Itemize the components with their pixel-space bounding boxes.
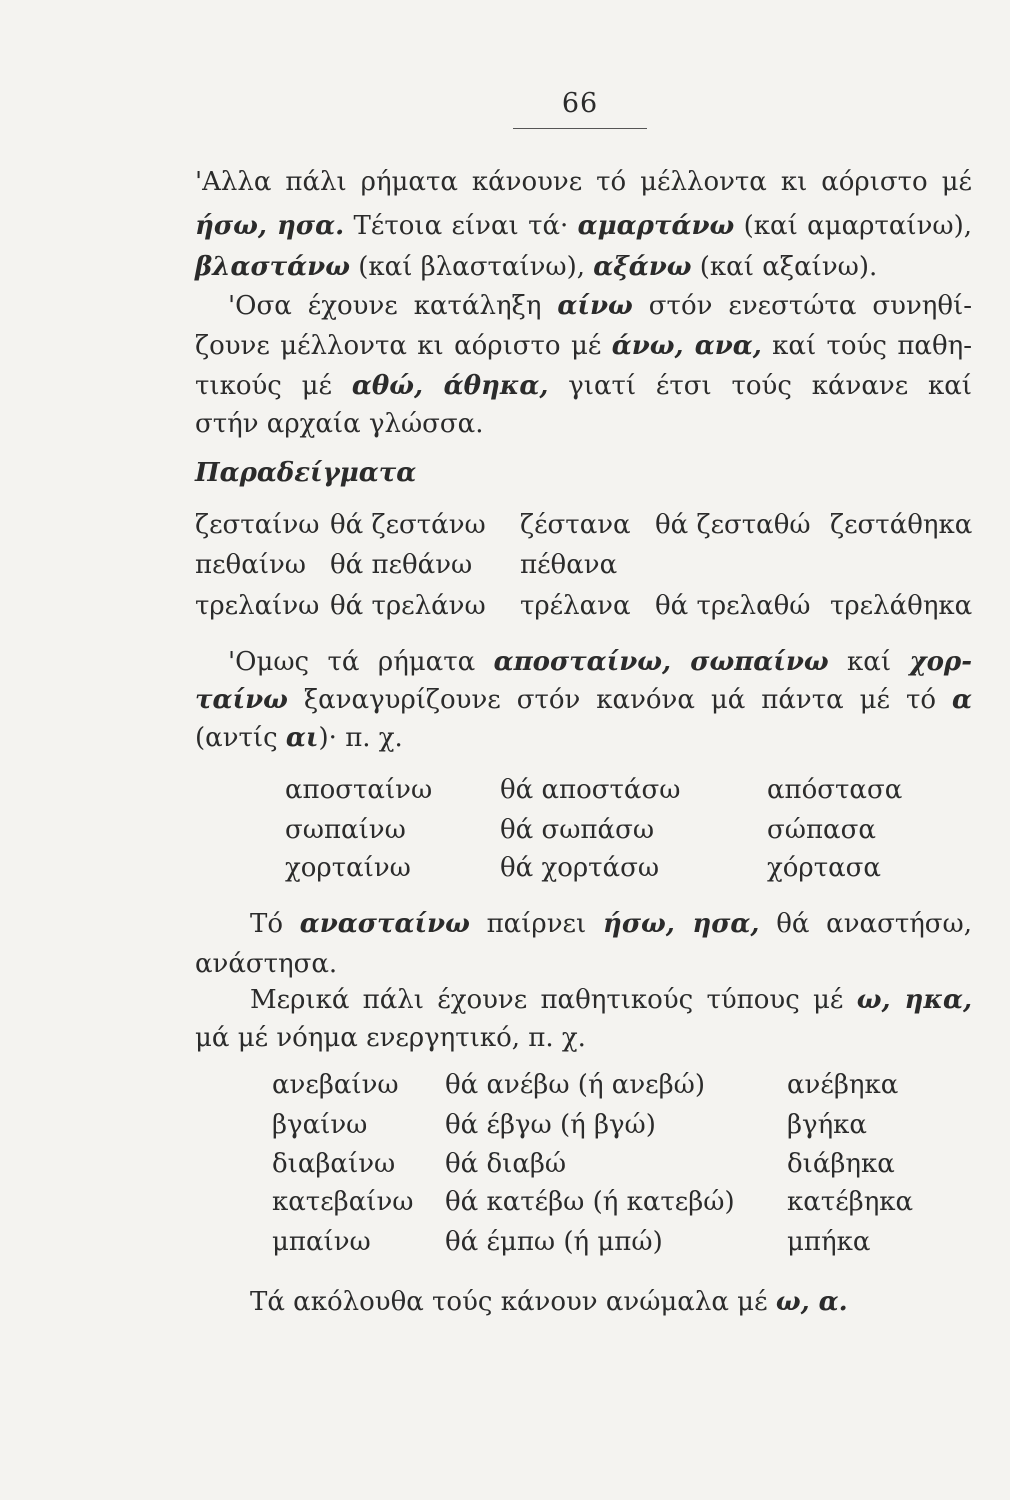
table-cell: θά ανέβω (ή ανεβώ) <box>445 1070 705 1100</box>
table-cell: τρελαίνω <box>195 591 320 621</box>
table-cell: διαβαίνω <box>272 1149 396 1179</box>
text-run: ζουνε μέλλοντα κι αόριστο μέ <box>195 331 612 361</box>
table-cell: θά αποστάσω <box>500 775 681 805</box>
text-run: Τά ακόλουθα τούς κάνουν ανώμαλα μέ <box>250 1287 776 1317</box>
table-cell: θά τρελαθώ <box>655 591 811 621</box>
text-run: (καί αμαρταίνω), <box>734 211 972 241</box>
text-run: ω, α. <box>775 1287 848 1317</box>
table-cell: βγαίνω <box>272 1110 368 1140</box>
table-cell: κατέβηκα <box>787 1187 914 1217</box>
text-line <box>195 720 972 756</box>
text-run: στόν ενεστώτα συνηθί- <box>632 291 972 321</box>
text-line <box>195 208 972 244</box>
text-line <box>228 644 972 680</box>
text-run: παίρνει <box>469 909 603 939</box>
text-run: άνω, ανα, <box>611 331 762 361</box>
text-run: ξαναγυρίζουνε στόν κανόνα μά πάντα μέ τό <box>287 685 952 715</box>
table-cell: θά σωπάσω <box>500 815 655 845</box>
text-run: α <box>951 685 972 715</box>
text-run: αποσταίνω, σωπαίνω <box>493 647 829 677</box>
text-run: ανασταίνω <box>299 909 470 939</box>
text-run: ήσω, ησα, <box>602 909 760 939</box>
table-cell: θά έβγω (ή βγώ) <box>445 1110 656 1140</box>
text-run: χορ- <box>909 647 972 677</box>
section-heading: Παραδείγματα <box>195 458 417 488</box>
text-run: μά μέ νόημα ενεργητικό, π. χ. <box>195 1023 586 1053</box>
table-cell: ανέβηκα <box>787 1070 899 1100</box>
table-cell: ανεβαίνω <box>272 1070 399 1100</box>
text-run: Τέτοια είναι τά· <box>344 211 578 241</box>
text-line <box>250 1284 972 1320</box>
text-run: καί τούς παθη- <box>761 331 972 361</box>
table-cell: τρέλανα <box>520 591 631 621</box>
table-cell: θά διαβώ <box>445 1149 567 1179</box>
text-run: Μερικά πάλι έχουνε παθητικούς τύπους μέ <box>250 985 857 1015</box>
text-line <box>195 946 972 982</box>
text-line <box>250 982 972 1018</box>
text-line <box>195 368 972 404</box>
text-run: θά αναστήσω, <box>759 909 972 939</box>
text-run: αίνω <box>557 291 633 321</box>
table-cell: χορταίνω <box>285 853 411 883</box>
text-run: 'Αλλα πάλι ρήματα κάνουνε τό μέλλοντα κι αόριστο μέ <box>195 167 972 197</box>
page-number: 66 <box>561 88 599 119</box>
text-run: αξάνω <box>593 252 692 282</box>
table-cell: μπαίνω <box>272 1227 371 1257</box>
table-cell: χόρτασα <box>767 853 881 883</box>
table-cell: πέθανα <box>520 550 618 580</box>
table-cell: διάβηκα <box>787 1149 895 1179</box>
table-cell: ζεσταίνω <box>195 510 320 540</box>
text-line <box>195 164 972 200</box>
text-line <box>195 249 972 285</box>
text-line <box>195 1020 972 1056</box>
table-cell: πεθαίνω <box>195 550 306 580</box>
table-cell: ζεστάθηκα <box>830 510 973 540</box>
table-cell: αποσταίνω <box>285 775 433 805</box>
table-cell: κατεβαίνω <box>272 1187 414 1217</box>
table-cell: βγήκα <box>787 1110 867 1140</box>
table-cell: τρελάθηκα <box>830 591 973 621</box>
text-line <box>195 682 972 718</box>
text-line <box>228 288 972 324</box>
table-cell: απόστασα <box>767 775 903 805</box>
table-cell: θά πεθάνω <box>330 550 473 580</box>
text-run: 'Οσα έχουνε κατάληξη <box>228 291 558 321</box>
text-line <box>250 906 972 942</box>
table-cell: θά κατέβω (ή κατεβώ) <box>445 1187 735 1217</box>
text-line <box>195 328 972 364</box>
text-run: (καί αξαίνω). <box>691 252 878 282</box>
text-run: ω, ηκα, <box>856 985 973 1015</box>
table-cell: σώπασα <box>767 815 876 845</box>
table-cell: θά χορτάσω <box>500 853 660 883</box>
text-line <box>195 406 972 442</box>
table-cell: θά ζεσταθώ <box>655 510 811 540</box>
text-run: βλαστάνω <box>195 252 350 282</box>
header-rule <box>513 128 647 129</box>
text-run: αι <box>285 723 319 753</box>
text-run: στήν αρχαία γλώσσα. <box>195 409 484 439</box>
text-run: ταίνω <box>195 685 288 715</box>
text-run: 'Ομως τά ρήματα <box>228 647 494 677</box>
table-cell: ζέστανα <box>520 510 631 540</box>
text-run: )· π. χ. <box>318 723 403 753</box>
text-run: αθώ, άθηκα, <box>351 371 549 401</box>
table-cell: σωπαίνω <box>285 815 406 845</box>
text-run: τικούς μέ <box>195 371 352 401</box>
table-cell: θά τρελάνω <box>330 591 486 621</box>
table-cell: μπήκα <box>787 1227 871 1257</box>
text-run: (καί βλασταίνω), <box>349 252 594 282</box>
text-run: γιατί έτσι τούς κάνανε καί <box>548 371 972 401</box>
text-run: (αντίς <box>195 723 286 753</box>
text-run: Τό <box>250 909 300 939</box>
text-run: ανάστησα. <box>195 949 338 979</box>
table-cell: θά έμπω (ή μπώ) <box>445 1227 663 1257</box>
text-run: αμαρτάνω <box>577 211 735 241</box>
text-run: ήσω, ησα. <box>195 211 345 241</box>
text-run: καί <box>828 647 910 677</box>
table-cell: θά ζεστάνω <box>330 510 486 540</box>
